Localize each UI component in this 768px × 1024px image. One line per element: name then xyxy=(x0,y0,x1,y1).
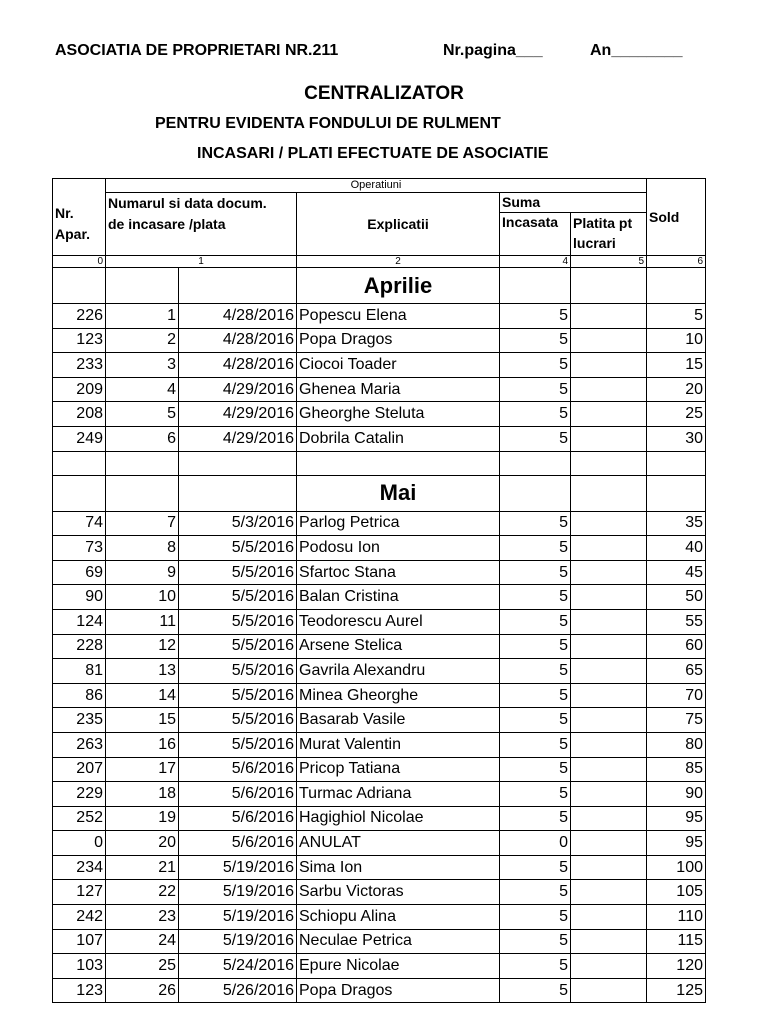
header-blank-left xyxy=(53,179,106,193)
table-row xyxy=(53,757,706,782)
table-row xyxy=(53,929,706,954)
blank-doc-date-cell xyxy=(179,451,297,475)
document-number: 25 xyxy=(106,954,179,979)
apartment-number: 249 xyxy=(53,426,106,451)
apartment-number: 252 xyxy=(53,806,106,831)
apartment-number: 73 xyxy=(53,536,106,561)
document-number: 14 xyxy=(106,683,179,708)
owner-name: Sima Ion xyxy=(297,855,500,880)
apartment-number: 263 xyxy=(53,732,106,757)
amount-incasata: 5 xyxy=(500,905,571,930)
amount-platita xyxy=(571,782,647,807)
spacer-row xyxy=(53,451,706,475)
document-date: 5/6/2016 xyxy=(179,757,297,782)
document-date: 5/5/2016 xyxy=(179,659,297,684)
blank-doc-number-cell xyxy=(106,268,179,304)
amount-incasata: 5 xyxy=(500,732,571,757)
document-date: 4/29/2016 xyxy=(179,426,297,451)
table-row xyxy=(53,732,706,757)
amount-platita xyxy=(571,634,647,659)
document-number: 1 xyxy=(106,304,179,329)
amount-incasata: 5 xyxy=(500,377,571,402)
col-index-5: 5 xyxy=(571,256,647,268)
apartment-number: 209 xyxy=(53,377,106,402)
amount-platita xyxy=(571,585,647,610)
apartment-number: 228 xyxy=(53,634,106,659)
amount-incasata: 5 xyxy=(500,426,571,451)
document-date: 5/6/2016 xyxy=(179,806,297,831)
amount-incasata: 5 xyxy=(500,683,571,708)
document-number: 22 xyxy=(106,880,179,905)
amount-platita xyxy=(571,732,647,757)
amount-platita xyxy=(571,304,647,329)
document-date: 5/19/2016 xyxy=(179,880,297,905)
document-date: 5/5/2016 xyxy=(179,732,297,757)
owner-name: ANULAT xyxy=(297,831,500,856)
owner-name: Hagighiol Nicolae xyxy=(297,806,500,831)
apartment-number: 207 xyxy=(53,757,106,782)
amount-incasata: 5 xyxy=(500,609,571,634)
amount-platita xyxy=(571,708,647,733)
amount-incasata: 5 xyxy=(500,511,571,536)
owner-name: Popescu Elena xyxy=(297,304,500,329)
document-number: 19 xyxy=(106,806,179,831)
balance-sold: 20 xyxy=(647,377,706,402)
document-number: 2 xyxy=(106,328,179,353)
balance-sold: 40 xyxy=(647,536,706,561)
amount-platita xyxy=(571,511,647,536)
col-header-document xyxy=(106,193,297,256)
ledger-table xyxy=(52,178,706,1003)
association-name: ASOCIATIA DE PROPRIETARI NR.211 xyxy=(55,42,339,59)
amount-incasata: 5 xyxy=(500,659,571,684)
balance-sold: 90 xyxy=(647,782,706,807)
apartment-number: 242 xyxy=(53,905,106,930)
table-row xyxy=(53,511,706,536)
amount-platita xyxy=(571,929,647,954)
col-index-2: 2 xyxy=(297,256,500,268)
document-date: 5/5/2016 xyxy=(179,536,297,561)
apartment-number: 0 xyxy=(53,831,106,856)
month-name: Aprilie xyxy=(297,268,500,304)
document-number: 23 xyxy=(106,905,179,930)
document-number: 12 xyxy=(106,634,179,659)
amount-platita xyxy=(571,855,647,880)
col-header-platita-line2: lucrari xyxy=(573,235,616,251)
table-row xyxy=(53,708,706,733)
document-date: 5/5/2016 xyxy=(179,683,297,708)
document-date: 5/26/2016 xyxy=(179,978,297,1003)
amount-incasata: 5 xyxy=(500,880,571,905)
amount-platita xyxy=(571,402,647,427)
owner-name: Murat Valentin xyxy=(297,732,500,757)
apartment-number: 107 xyxy=(53,929,106,954)
amount-platita xyxy=(571,831,647,856)
apartment-number: 69 xyxy=(53,560,106,585)
apartment-number: 226 xyxy=(53,304,106,329)
document-number: 4 xyxy=(106,377,179,402)
table-row xyxy=(53,353,706,378)
document-number: 15 xyxy=(106,708,179,733)
amount-incasata: 5 xyxy=(500,782,571,807)
amount-incasata: 5 xyxy=(500,855,571,880)
amount-incasata: 5 xyxy=(500,978,571,1003)
owner-name: Arsene Stelica xyxy=(297,634,500,659)
amount-platita xyxy=(571,536,647,561)
amount-incasata: 5 xyxy=(500,806,571,831)
col-header-apartment-line1: Nr. xyxy=(55,204,74,221)
amount-incasata: 5 xyxy=(500,328,571,353)
operations-header: Operatiuni xyxy=(106,179,647,193)
col-header-apartment xyxy=(53,193,106,256)
apartment-number: 86 xyxy=(53,683,106,708)
table-row xyxy=(53,978,706,1003)
amount-incasata: 5 xyxy=(500,954,571,979)
col-header-document-line2: de incasare /plata xyxy=(108,216,226,232)
amount-incasata: 5 xyxy=(500,757,571,782)
amount-platita xyxy=(571,560,647,585)
blank-platita-cell xyxy=(571,451,647,475)
table-row xyxy=(53,609,706,634)
amount-incasata: 0 xyxy=(500,831,571,856)
owner-name: Dobrila Catalin xyxy=(297,426,500,451)
balance-sold: 110 xyxy=(647,905,706,930)
blank-sold-cell xyxy=(647,451,706,475)
amount-platita xyxy=(571,978,647,1003)
apartment-number: 90 xyxy=(53,585,106,610)
blank-incasata-cell xyxy=(500,268,571,304)
col-header-sold: Sold xyxy=(647,179,706,256)
amount-incasata: 5 xyxy=(500,304,571,329)
owner-name: Popa Dragos xyxy=(297,978,500,1003)
document-number: 13 xyxy=(106,659,179,684)
document-date: 5/5/2016 xyxy=(179,585,297,610)
table-row xyxy=(53,328,706,353)
owner-name: Sarbu Victoras xyxy=(297,880,500,905)
blank-apartment-cell xyxy=(53,268,106,304)
amount-incasata: 5 xyxy=(500,929,571,954)
col-index-1: 1 xyxy=(106,256,297,268)
document-date: 5/24/2016 xyxy=(179,954,297,979)
table-row xyxy=(53,806,706,831)
document-date: 5/3/2016 xyxy=(179,511,297,536)
owner-name: Ciocoi Toader xyxy=(297,353,500,378)
balance-sold: 10 xyxy=(647,328,706,353)
blank-incasata-cell xyxy=(500,451,571,475)
document-number: 21 xyxy=(106,855,179,880)
document-date: 5/19/2016 xyxy=(179,905,297,930)
balance-sold: 85 xyxy=(647,757,706,782)
document-date: 4/28/2016 xyxy=(179,328,297,353)
apartment-number: 103 xyxy=(53,954,106,979)
blank-doc-number-cell xyxy=(106,475,179,511)
apartment-number: 233 xyxy=(53,353,106,378)
apartment-number: 234 xyxy=(53,855,106,880)
document-number: 8 xyxy=(106,536,179,561)
col-index-6: 6 xyxy=(647,256,706,268)
table-row xyxy=(53,377,706,402)
blank-sold-cell xyxy=(647,268,706,304)
balance-sold: 55 xyxy=(647,609,706,634)
owner-name: Basarab Vasile xyxy=(297,708,500,733)
document-date: 5/6/2016 xyxy=(179,782,297,807)
document-date: 5/5/2016 xyxy=(179,708,297,733)
owner-name: Epure Nicolae xyxy=(297,954,500,979)
document-number: 17 xyxy=(106,757,179,782)
amount-incasata: 5 xyxy=(500,585,571,610)
apartment-number: 123 xyxy=(53,978,106,1003)
document-date: 4/28/2016 xyxy=(179,304,297,329)
document-number: 5 xyxy=(106,402,179,427)
balance-sold: 65 xyxy=(647,659,706,684)
table-row xyxy=(53,782,706,807)
owner-name: Parlog Petrica xyxy=(297,511,500,536)
table-row xyxy=(53,426,706,451)
owner-name: Turmac Adriana xyxy=(297,782,500,807)
document-number: 9 xyxy=(106,560,179,585)
col-header-suma: Suma xyxy=(500,193,647,213)
balance-sold: 15 xyxy=(647,353,706,378)
table-row xyxy=(53,683,706,708)
table-row xyxy=(53,954,706,979)
apartment-number: 235 xyxy=(53,708,106,733)
month-name: Mai xyxy=(297,475,500,511)
amount-platita xyxy=(571,806,647,831)
document-date: 5/19/2016 xyxy=(179,855,297,880)
table-row xyxy=(53,634,706,659)
amount-platita xyxy=(571,880,647,905)
document-date: 5/5/2016 xyxy=(179,609,297,634)
table-row xyxy=(53,905,706,930)
amount-platita xyxy=(571,905,647,930)
document-date: 4/28/2016 xyxy=(179,353,297,378)
owner-name: Ghenea Maria xyxy=(297,377,500,402)
document-number: 10 xyxy=(106,585,179,610)
document-date: 4/29/2016 xyxy=(179,402,297,427)
balance-sold: 45 xyxy=(647,560,706,585)
amount-platita xyxy=(571,683,647,708)
apartment-number: 127 xyxy=(53,880,106,905)
document-date: 5/19/2016 xyxy=(179,929,297,954)
apartment-number: 123 xyxy=(53,328,106,353)
owner-name: Balan Cristina xyxy=(297,585,500,610)
blank-doc-date-cell xyxy=(179,268,297,304)
blank-doc-date-cell xyxy=(179,475,297,511)
balance-sold: 115 xyxy=(647,929,706,954)
balance-sold: 100 xyxy=(647,855,706,880)
blank-apartment-cell xyxy=(53,475,106,511)
table-row xyxy=(53,536,706,561)
page-number-label: Nr.pagina___ xyxy=(443,42,543,59)
owner-name: Teodorescu Aurel xyxy=(297,609,500,634)
amount-platita xyxy=(571,328,647,353)
balance-sold: 25 xyxy=(647,402,706,427)
document-number: 16 xyxy=(106,732,179,757)
col-header-document-line1: Numarul si data docum. xyxy=(108,195,267,211)
document-date: 5/5/2016 xyxy=(179,634,297,659)
blank-apartment-cell xyxy=(53,451,106,475)
owner-name: Minea Gheorghe xyxy=(297,683,500,708)
owner-name: Podosu Ion xyxy=(297,536,500,561)
document-date: 5/6/2016 xyxy=(179,831,297,856)
owner-name: Neculae Petrica xyxy=(297,929,500,954)
owner-name: Sfartoc Stana xyxy=(297,560,500,585)
amount-platita xyxy=(571,954,647,979)
apartment-number: 74 xyxy=(53,511,106,536)
col-index-4: 4 xyxy=(500,256,571,268)
amount-platita xyxy=(571,659,647,684)
balance-sold: 5 xyxy=(647,304,706,329)
blank-incasata-cell xyxy=(500,475,571,511)
owner-name: Schiopu Alina xyxy=(297,905,500,930)
document-date: 4/29/2016 xyxy=(179,377,297,402)
amount-incasata: 5 xyxy=(500,402,571,427)
balance-sold: 120 xyxy=(647,954,706,979)
col-header-apartment-line2: Apar. xyxy=(55,225,91,242)
table-row xyxy=(53,560,706,585)
apartment-number: 208 xyxy=(53,402,106,427)
balance-sold: 70 xyxy=(647,683,706,708)
blank-doc-number-cell xyxy=(106,451,179,475)
amount-platita xyxy=(571,609,647,634)
document-number: 26 xyxy=(106,978,179,1003)
document-number: 20 xyxy=(106,831,179,856)
table-row xyxy=(53,659,706,684)
blank-explanation-cell xyxy=(297,451,500,475)
document-title: CENTRALIZATOR xyxy=(304,83,464,104)
blank-platita-cell xyxy=(571,268,647,304)
apartment-number: 124 xyxy=(53,609,106,634)
col-header-incasata: Incasata xyxy=(500,213,571,256)
document-subtitle-1: PENTRU EVIDENTA FONDULUI DE RULMENT xyxy=(155,115,501,132)
amount-incasata: 5 xyxy=(500,353,571,378)
document-number: 18 xyxy=(106,782,179,807)
col-header-explicatii: Explicatii xyxy=(297,193,500,256)
table-row xyxy=(53,585,706,610)
owner-name: Pricop Tatiana xyxy=(297,757,500,782)
amount-incasata: 5 xyxy=(500,634,571,659)
balance-sold: 80 xyxy=(647,732,706,757)
amount-incasata: 5 xyxy=(500,708,571,733)
amount-platita xyxy=(571,353,647,378)
amount-incasata: 5 xyxy=(500,560,571,585)
document-date: 5/5/2016 xyxy=(179,560,297,585)
col-header-platita xyxy=(571,213,647,256)
document-number: 24 xyxy=(106,929,179,954)
month-header-row xyxy=(53,268,706,304)
table-row xyxy=(53,880,706,905)
document-number: 3 xyxy=(106,353,179,378)
table-row xyxy=(53,402,706,427)
amount-platita xyxy=(571,426,647,451)
table-row xyxy=(53,855,706,880)
document-number: 7 xyxy=(106,511,179,536)
month-header-row xyxy=(53,475,706,511)
amount-platita xyxy=(571,377,647,402)
col-index-0: 0 xyxy=(53,256,106,268)
balance-sold: 95 xyxy=(647,806,706,831)
owner-name: Popa Dragos xyxy=(297,328,500,353)
amount-incasata: 5 xyxy=(500,536,571,561)
blank-sold-cell xyxy=(647,475,706,511)
owner-name: Gheorghe Steluta xyxy=(297,402,500,427)
balance-sold: 50 xyxy=(647,585,706,610)
balance-sold: 75 xyxy=(647,708,706,733)
col-header-platita-line1: Platita pt xyxy=(573,215,633,231)
year-label: An________ xyxy=(590,42,683,59)
owner-name: Gavrila Alexandru xyxy=(297,659,500,684)
document-number: 11 xyxy=(106,609,179,634)
balance-sold: 30 xyxy=(647,426,706,451)
apartment-number: 81 xyxy=(53,659,106,684)
balance-sold: 105 xyxy=(647,880,706,905)
balance-sold: 60 xyxy=(647,634,706,659)
apartment-number: 229 xyxy=(53,782,106,807)
balance-sold: 35 xyxy=(647,511,706,536)
table-row xyxy=(53,831,706,856)
document-subtitle-2: INCASARI / PLATI EFECTUATE DE ASOCIATIE xyxy=(197,145,549,162)
balance-sold: 125 xyxy=(647,978,706,1003)
blank-platita-cell xyxy=(571,475,647,511)
balance-sold: 95 xyxy=(647,831,706,856)
amount-platita xyxy=(571,757,647,782)
table-row xyxy=(53,304,706,329)
document-number: 6 xyxy=(106,426,179,451)
